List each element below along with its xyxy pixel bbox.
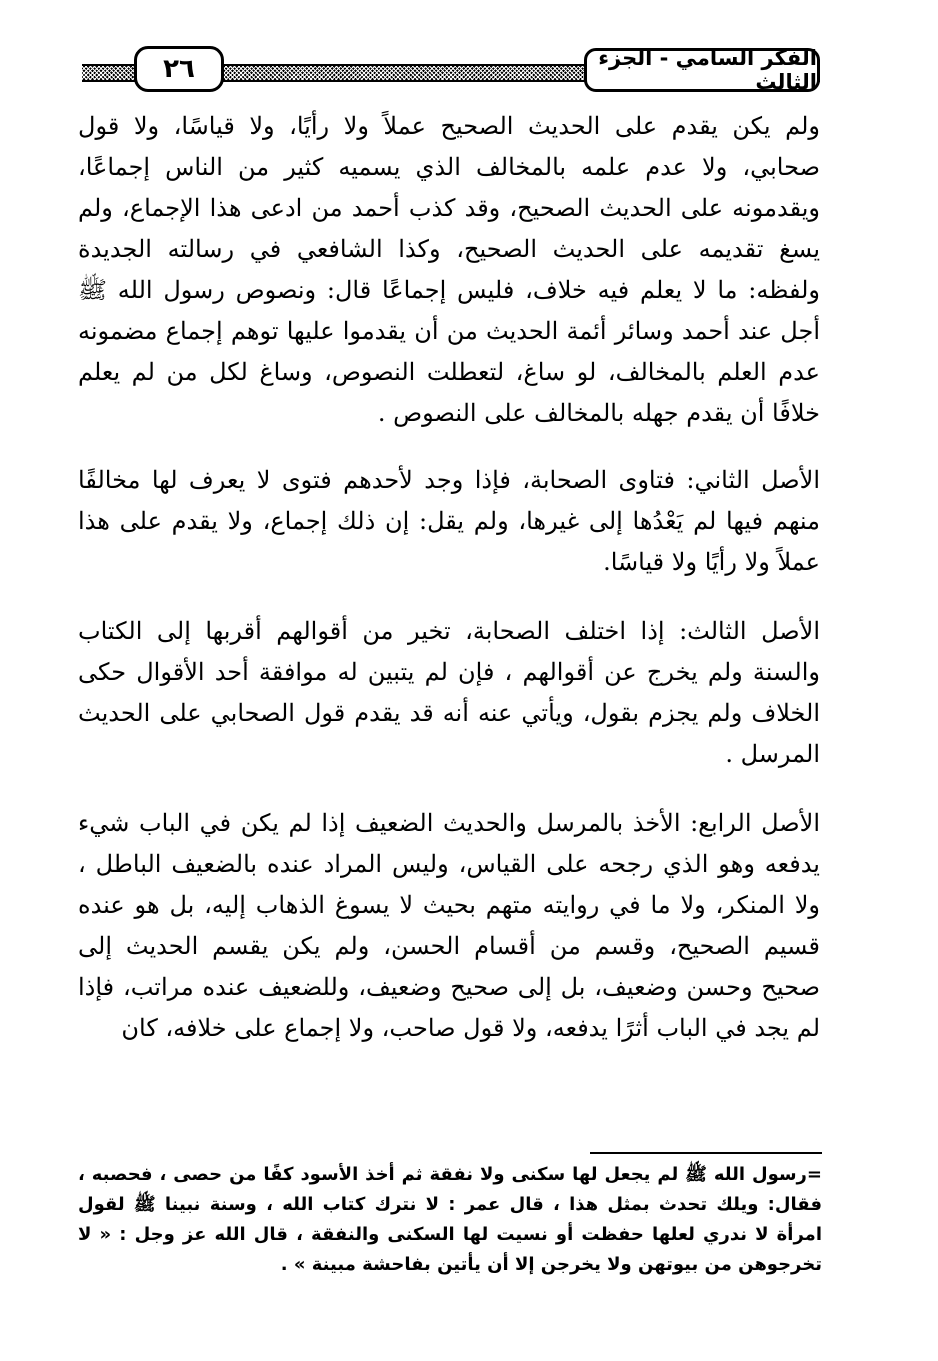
page-number-text: ٢٦ xyxy=(163,54,195,84)
footnote-divider xyxy=(590,1152,822,1154)
main-text xyxy=(78,106,820,1077)
paragraph-4: الأصل الرابع: الأخذ بالمرسل والحديث الضعيف إذا لم يكن في الباب شيء يدفعه وهو الذي رجحه على القياس، وليس المراد عنده بالضعيف الباطل ، ولا المنكر، ولا ما في روايته متهم بحيث لا يسوغ الذهاب إليه، بل هو عنده قسيم الصحيح، وقسم من أقسام الحسن، ولم يكن يقسم الحديث إلى صحيح وحسن وضعيف، بل إلى صحيح وضعيف، وللضعيف عنده مراتب، فإذا لم يجد في الباب أثرًا يدفعه، ولا قول صاحب، ولا إجماع على خلافه، كان xyxy=(78,809,820,1042)
footnote xyxy=(78,1160,822,1280)
book-title xyxy=(584,48,820,92)
footnote-text: =رسول الله ﷺ لم يجعل لها سكنى ولا نفقة ثم أخذ الأسود كفًا من حصى ، فحصبه ، فقال: ويلك تحدث بمثل هذا ، قال عمر : لا نترك كتاب الله ، وسنة نبينا ﷺ لقول امرأة لا ندري لعلها حفظت أو نسيت لها السكنى والنفقة ، قال الله عز وجل : « لا تخرجوهن من بيوتهن ولا يخرجن إلا أن يأتين بفاحشة مبينة » . xyxy=(78,1164,822,1275)
paragraph-1: ولم يكن يقدم على الحديث الصحيح عملاً ولا رأيًا، ولا قياسًا، ولا قول صحابي، ولا عدم علمه بالمخالف الذي يسميه كثير من الناس إجماعًا، ويقدمونه على الحديث الصحيح، وقد كذب أحمد من ادعى هذا الإجماع، ولم يسغ تقديمه على الحديث الصحيح، وكذا الشافعي في رسالته الجديدة ولفظه: ما لا يعلم فيه خلاف، فليس إجماعًا قال: ونصوص رسول الله ﷺ أجل عند أحمد وسائر أئمة الحديث من أن يقدموا عليها توهم إجماع مضمونه عدم العلم بالمخالف، لو ساغ، لتعطلت النصوص، وساغ لكل من لم يعلم خلافًا أن يقدم جهله بالمخالف على النصوص . xyxy=(78,112,820,427)
paragraph-3: الأصل الثالث: إذا اختلف الصحابة، تخير من أقوالهم أقربها إلى الكتاب والسنة ولم يخرج عن أقوالهم ، فإن لم يتبين له موافقة أحد الأقوال حكى الخلاف ولم يجزم بقول، ويأتي عنه أنه قد يقدم قول الصحابي على الحديث المرسل . xyxy=(78,617,820,768)
paragraph-2: الأصل الثاني: فتاوى الصحابة، فإذا وجد لأحدهم فتوى لا يعرف لها مخالفًا منهم فيها لم يَعْدُها إلى غيرها، ولم يقل: إن ذلك إجماع، ولا يقدم على هذا عملاً ولا رأيًا ولا قياسًا. xyxy=(78,466,820,576)
book-title-text: الفكر السامي - الجزء الثالث xyxy=(598,46,817,94)
page-number xyxy=(134,46,224,92)
page-header xyxy=(82,40,820,96)
